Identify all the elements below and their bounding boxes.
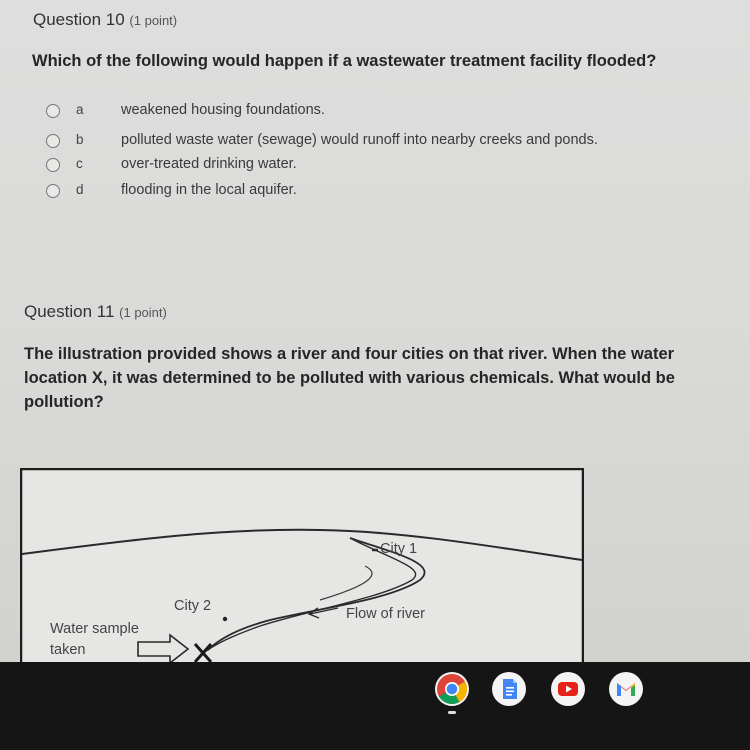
question-10-title: Question 10 bbox=[33, 10, 125, 29]
question-11-line: location X, it was determined to be polluted with various chemicals. What would be bbox=[24, 369, 675, 387]
radio-button-b[interactable] bbox=[46, 134, 60, 148]
google-docs-icon[interactable] bbox=[492, 672, 526, 706]
sample-label-line2: taken bbox=[50, 642, 86, 658]
city2-label: City 2 bbox=[174, 598, 212, 614]
option-letter: c bbox=[76, 156, 83, 171]
question-10-header bbox=[33, 10, 177, 30]
youtube-icon[interactable] bbox=[551, 672, 585, 706]
option-label[interactable]: weakened housing foundations. bbox=[121, 102, 325, 118]
question-11-line: The illustration provided shows a river and four cities on that river. When the water bbox=[24, 345, 675, 363]
chrome-icon[interactable] bbox=[435, 672, 469, 706]
river-diagram bbox=[20, 468, 584, 662]
flow-label: Flow of river bbox=[346, 606, 425, 622]
active-app-indicator bbox=[448, 711, 456, 714]
option-b[interactable] bbox=[46, 132, 686, 154]
question-11-title: Question 11 bbox=[24, 302, 115, 321]
option-letter: b bbox=[76, 132, 84, 147]
option-a[interactable] bbox=[46, 102, 686, 124]
radio-button-a[interactable] bbox=[46, 104, 60, 118]
radio-button-d[interactable] bbox=[46, 184, 60, 198]
option-letter: d bbox=[76, 182, 84, 197]
city1-label: City 1 bbox=[380, 541, 418, 557]
question-11-text bbox=[24, 342, 675, 414]
option-label[interactable]: flooding in the local aquifer. bbox=[121, 182, 297, 198]
question-10-points: (1 point) bbox=[129, 13, 178, 28]
question-11-line: pollution? bbox=[24, 393, 104, 411]
option-d[interactable] bbox=[46, 182, 686, 204]
option-c[interactable] bbox=[46, 156, 686, 178]
radio-button-c[interactable] bbox=[46, 158, 60, 172]
option-label[interactable]: polluted waste water (sewage) would runoff into nearby creeks and ponds. bbox=[121, 132, 598, 148]
option-label[interactable]: over-treated drinking water. bbox=[121, 156, 297, 172]
question-10-text: Which of the following would happen if a wastewater treatment facility flooded? bbox=[32, 52, 657, 70]
option-letter: a bbox=[76, 102, 84, 117]
gmail-icon[interactable] bbox=[609, 672, 643, 706]
city2-marker bbox=[223, 617, 227, 621]
question-11-points: (1 point) bbox=[119, 305, 167, 320]
sample-label-line1: Water sample bbox=[50, 621, 139, 637]
question-11-header bbox=[24, 302, 167, 322]
